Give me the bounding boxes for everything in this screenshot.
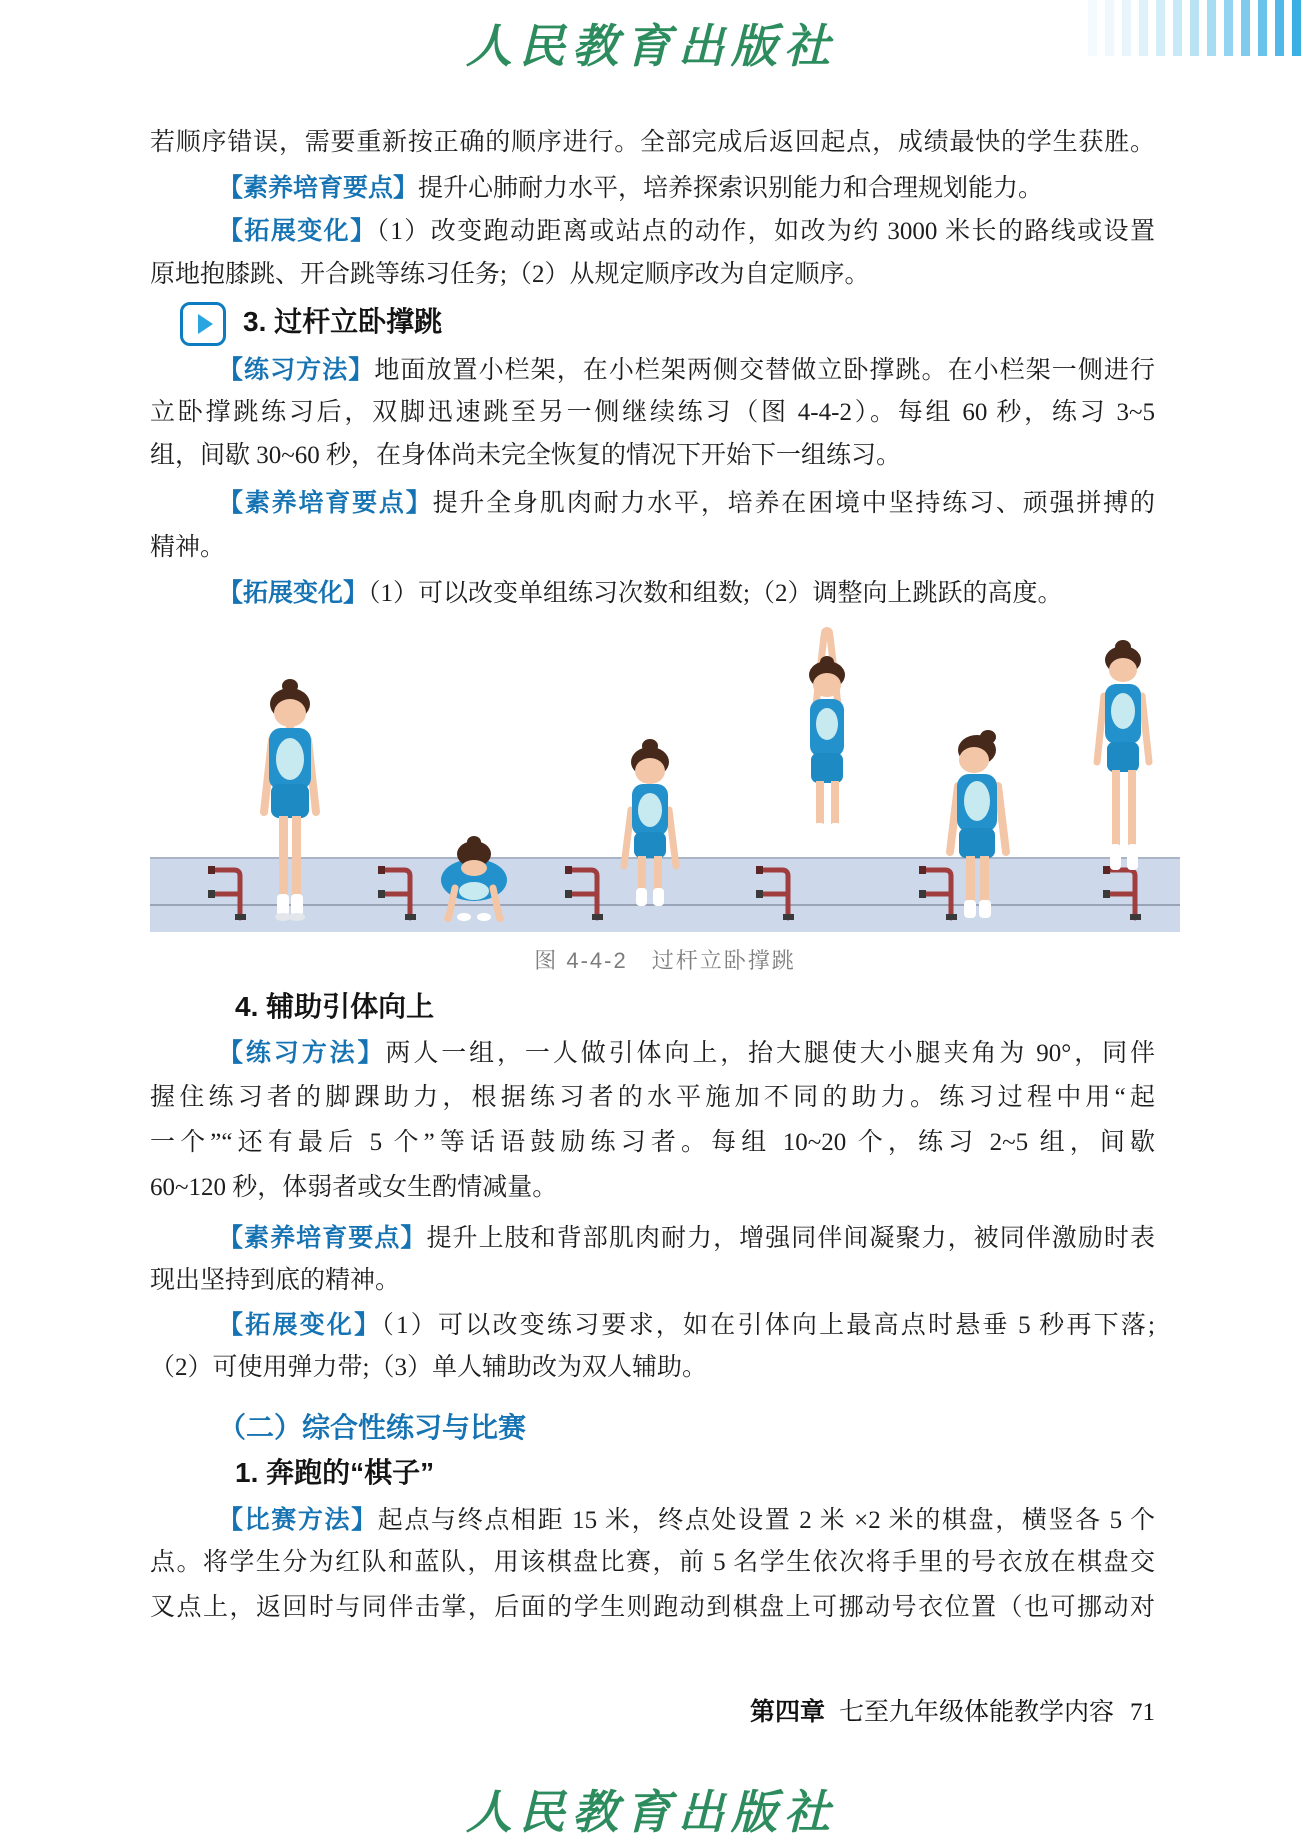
kid-jumping-arms-up bbox=[809, 627, 845, 845]
decor-bar bbox=[1224, 0, 1233, 56]
paragraph-line: 【拓展变化】（1）可以改变练习要求，如在引体向上最高点时悬垂 5 秒再下落; bbox=[218, 1311, 1155, 1339]
decor-bar bbox=[1190, 0, 1199, 56]
label-lianxi: 【练习方法】 bbox=[218, 1039, 386, 1067]
publisher-logo-bottom: 人民教育出版社 bbox=[466, 1785, 837, 1839]
decor-bar bbox=[1156, 0, 1165, 56]
figure-caption: 图 4-4-2 过杆立卧撑跳 bbox=[534, 948, 796, 973]
paragraph-line: 立卧撑跳练习后，双脚迅速跳至另一侧继续练习（图 4-4-2）。每组 60 秒，练习 3~5 bbox=[150, 399, 1155, 426]
label-suyang: 【素养培育要点】 bbox=[218, 489, 433, 517]
decor-bar bbox=[1292, 0, 1301, 56]
paragraph-line: 一个”“还有最后 5 个”等话语鼓励练习者。每组 10~20 个，练习 2~5 组，间歇 bbox=[150, 1129, 1155, 1156]
decor-bar bbox=[1241, 0, 1250, 56]
paragraph-line: 现出坚持到底的精神。 bbox=[150, 1267, 401, 1294]
play-icon bbox=[180, 302, 226, 346]
label-suyang: 【素养培育要点】 bbox=[218, 1224, 427, 1252]
decor-bar bbox=[1088, 0, 1097, 56]
paragraph-line: 【比赛方法】起点与终点相距 15 米，终点处设置 2 米 ×2 米的棋盘，横竖各 5 个 bbox=[218, 1506, 1155, 1534]
paragraph-line: 【练习方法】地面放置小栏架，在小栏架两侧交替做立卧撑跳。在小栏架一侧进行 bbox=[218, 356, 1155, 384]
paragraph-line: 【素养培育要点】提升全身肌肉耐力水平，培养在困境中坚持练习、顽强拼搏的 bbox=[218, 489, 1155, 517]
page-footer bbox=[750, 1692, 1155, 1728]
decor-bar bbox=[1173, 0, 1182, 56]
footer-chapter: 第四章 bbox=[749, 1698, 825, 1726]
decor-bar bbox=[1258, 0, 1267, 56]
paragraph-line: 叉点上，返回时与同伴击掌，后面的学生则跑动到棋盘上可挪动号衣位置（也可挪动对 bbox=[150, 1594, 1155, 1621]
decor-bar bbox=[1122, 0, 1131, 56]
ground-band bbox=[150, 858, 1180, 932]
figure-4-4-2-illustration bbox=[150, 618, 1180, 935]
heading-section-2: （二）综合性练习与比赛 bbox=[218, 1412, 527, 1443]
decor-bar bbox=[1139, 0, 1148, 56]
footer-page-number: 71 bbox=[1130, 1699, 1155, 1726]
paragraph-line: 60~120 秒，体弱者或女生酌情减量。 bbox=[150, 1174, 558, 1201]
label-lianxi: 【练习方法】 bbox=[218, 356, 375, 384]
paragraph-line: 【拓展变化】（1）可以改变单组练习次数和组数;（2）调整向上跳跃的高度。 bbox=[218, 579, 1063, 607]
heading-sub-1-qizi: 1. 奔跑的“棋子” bbox=[235, 1457, 435, 1488]
label-tuozhan: 【拓展变化】 bbox=[218, 217, 377, 245]
decor-bar bbox=[1207, 0, 1216, 56]
paragraph-line: 【素养培育要点】提升上肢和背部肌肉耐力，增强同伴间凝聚力，被同伴激励时表 bbox=[218, 1224, 1155, 1252]
footer-section-title: 七至九年级体能教学内容 bbox=[838, 1699, 1114, 1726]
play-triangle-icon bbox=[198, 314, 213, 334]
paragraph-line: 握住练习者的脚踝助力，根据练习者的水平施加不同的助力。练习过程中用“起 bbox=[150, 1084, 1155, 1111]
paragraph-line: 【素养培育要点】提升心肺耐力水平，培养探索识别能力和合理规划能力。 bbox=[218, 174, 1044, 202]
heading-3-guogan: 3. 过杆立卧撑跳 bbox=[243, 306, 443, 337]
decor-bar bbox=[1275, 0, 1284, 56]
kid-jumping bbox=[1097, 640, 1149, 870]
paragraph-line: 【练习方法】两人一组，一人做引体向上，抬大腿使大小腿夹角为 90°，同伴 bbox=[218, 1039, 1155, 1067]
paragraph-line: 【拓展变化】（1）改变跑动距离或站点的动作，如改为约 3000 米长的路线或设置 bbox=[218, 217, 1155, 245]
paragraph-line: 点。将学生分为红队和蓝队，用该棋盘比赛，前 5 名学生依次将手里的号衣放在棋盘交 bbox=[150, 1549, 1155, 1576]
label-bisai: 【比赛方法】 bbox=[218, 1506, 378, 1534]
label-tuozhan: 【拓展变化】 bbox=[218, 579, 369, 607]
publisher-logo-top: 人民教育出版社 bbox=[466, 19, 837, 73]
paragraph-line: 组，间歇 30~60 秒，在身体尚未完全恢复的情况下开始下一组练习。 bbox=[150, 442, 902, 469]
paragraph-line: 原地抱膝跳、开合跳等练习任务;（2）从规定顺序改为自定顺序。 bbox=[150, 261, 870, 288]
paragraph-line: （2）可使用弹力带;（3）单人辅助改为双人辅助。 bbox=[150, 1354, 707, 1381]
paragraph-line: 精神。 bbox=[150, 534, 226, 561]
header-decoration-bars bbox=[1088, 0, 1303, 56]
paragraph-line: 若顺序错误，需要重新按正确的顺序进行。全部完成后返回起点，成绩最快的学生获胜。 bbox=[150, 129, 1155, 156]
label-tuozhan: 【拓展变化】 bbox=[218, 1311, 382, 1339]
heading-4-fuzhu: 4. 辅助引体向上 bbox=[235, 991, 435, 1022]
label-suyang: 【素养培育要点】 bbox=[218, 174, 419, 202]
decor-bar bbox=[1105, 0, 1114, 56]
